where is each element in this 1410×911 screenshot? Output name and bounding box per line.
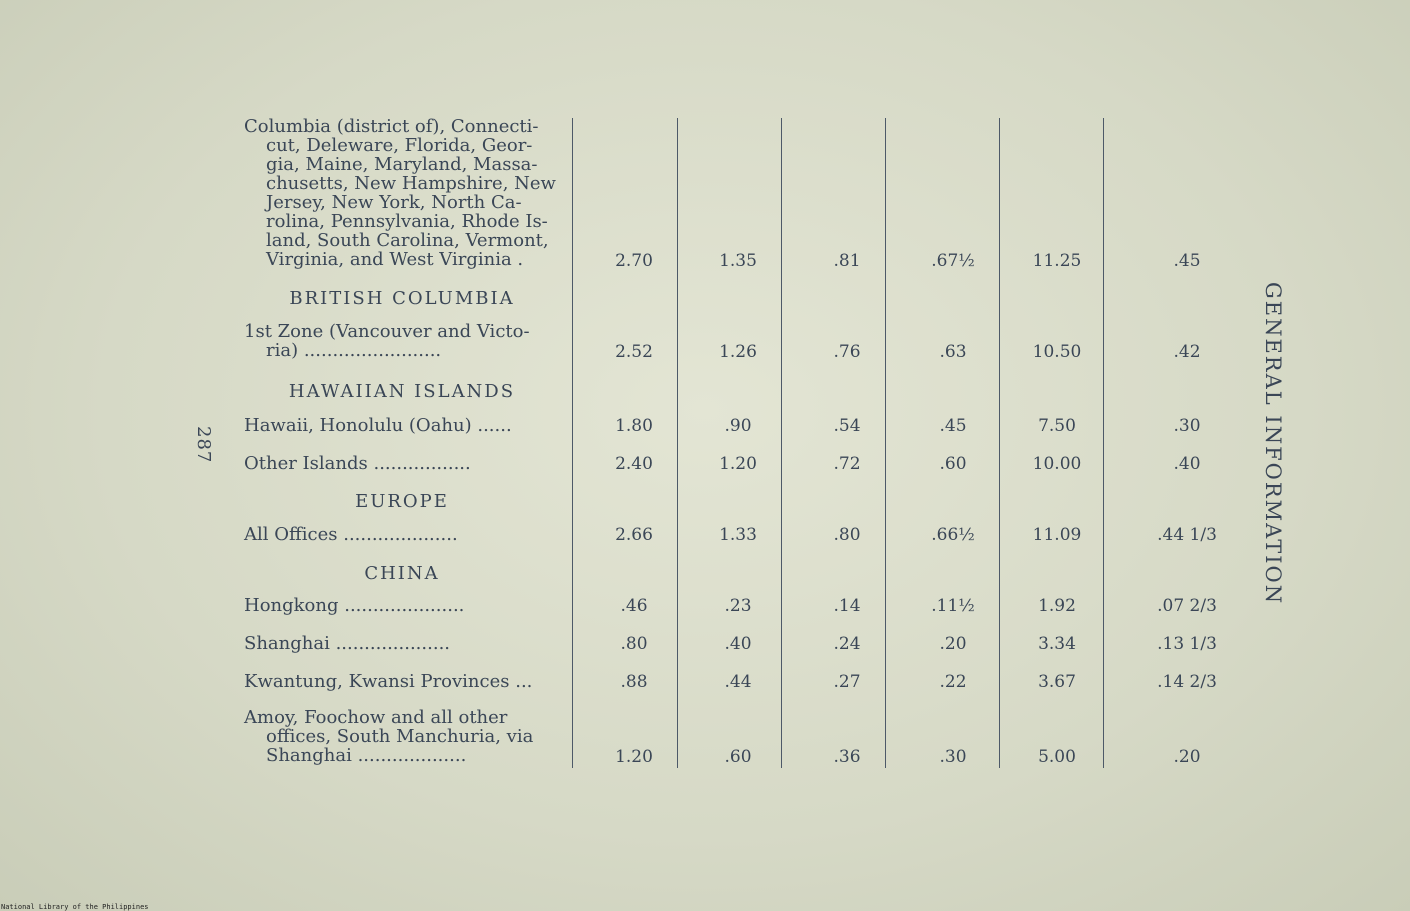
section-heading: HAWAIIAN ISLANDS <box>288 381 516 402</box>
column-rule <box>677 118 678 768</box>
rate-cell: .20 <box>1173 747 1201 767</box>
rate-cell: .14 2/3 <box>1157 672 1217 692</box>
rate-cell: .23 <box>724 596 752 616</box>
rate-cell: .13 1/3 <box>1157 634 1217 654</box>
rate-cell: .76 <box>833 342 861 362</box>
description-line: rolina, Pennsylvania, Rhode Is- <box>266 211 548 232</box>
description-line: All Offices .................... <box>244 524 458 545</box>
description-line: offices, South Manchuria, via <box>266 726 534 747</box>
rate-cell: 11.25 <box>1032 251 1082 271</box>
rate-cell: .88 <box>620 672 648 692</box>
rate-cell: 1.26 <box>719 342 757 362</box>
rate-cell: .44 <box>724 672 752 692</box>
description-line: ria) ........................ <box>266 340 442 361</box>
rate-cell: 1.35 <box>719 251 757 271</box>
rate-cell: .40 <box>1173 454 1201 474</box>
rate-cell: 3.34 <box>1038 634 1076 654</box>
description-line: gia, Maine, Maryland, Massa- <box>266 154 538 175</box>
description-line: Kwantung, Kwansi Provinces ... <box>244 671 533 692</box>
rate-cell: 5.00 <box>1038 747 1076 767</box>
footer-credit: National Library of the Philippines <box>1 903 149 911</box>
row-description <box>244 117 560 269</box>
rate-cell: .24 <box>833 634 861 654</box>
rate-cell: .42 <box>1173 342 1201 362</box>
description-line: 1st Zone (Vancouver and Victo- <box>244 321 530 342</box>
rate-cell: 11.09 <box>1032 525 1082 545</box>
description-line: Amoy, Foochow and all other <box>244 707 508 728</box>
rate-cell: .44 1/3 <box>1157 525 1217 545</box>
running-head: GENERAL INFORMATION <box>1261 282 1285 606</box>
rate-cell: .46 <box>620 596 648 616</box>
section-heading: CHINA <box>364 563 440 584</box>
rate-cell: .60 <box>724 747 752 767</box>
description-line: land, South Carolina, Vermont, <box>266 230 549 251</box>
row-description <box>244 672 560 691</box>
description-line: Hongkong ..................... <box>244 595 465 616</box>
rate-cell: 2.52 <box>615 342 653 362</box>
rate-cell: 1.33 <box>719 525 757 545</box>
rate-cell: 1.92 <box>1038 596 1076 616</box>
description-line: Hawaii, Honolulu (Oahu) ...... <box>244 415 512 436</box>
description-line: cut, Deleware, Florida, Geor- <box>266 135 533 156</box>
rate-cell: 2.66 <box>615 525 653 545</box>
rate-cell: .30 <box>939 747 967 767</box>
rate-cell: .54 <box>833 416 861 436</box>
rate-cell: .45 <box>939 416 967 436</box>
rate-cell: 10.00 <box>1032 454 1082 474</box>
row-description <box>244 525 560 544</box>
section-heading: EUROPE <box>355 491 449 512</box>
row-description <box>244 454 560 473</box>
description-line: Jersey, New York, North Ca- <box>266 192 522 213</box>
rate-cell: .90 <box>724 416 752 436</box>
rate-cell: .11½ <box>931 596 975 616</box>
rate-cell: 2.70 <box>615 251 653 271</box>
rate-cell: .81 <box>833 251 861 271</box>
rate-cell: .66½ <box>931 525 975 545</box>
description-line: Shanghai .................... <box>244 633 451 654</box>
row-description <box>244 596 560 615</box>
description-line: Columbia (district of), Connecti- <box>244 116 539 137</box>
rate-cell: .07 2/3 <box>1157 596 1217 616</box>
rate-cell: .80 <box>620 634 648 654</box>
row-description <box>244 708 560 765</box>
rate-cell: .20 <box>939 634 967 654</box>
column-rule <box>572 118 573 768</box>
description-line: chusetts, New Hampshire, New <box>266 173 556 194</box>
rate-cell: .80 <box>833 525 861 545</box>
description-line: Other Islands ................. <box>244 453 471 474</box>
rate-cell: 2.40 <box>615 454 653 474</box>
column-rule <box>999 118 1000 768</box>
rate-cell: 1.80 <box>615 416 653 436</box>
rate-cell: .63 <box>939 342 967 362</box>
rate-cell: .30 <box>1173 416 1201 436</box>
column-rule <box>781 118 782 768</box>
rate-cell: 1.20 <box>615 747 653 767</box>
row-description <box>244 634 560 653</box>
rate-cell: 3.67 <box>1038 672 1076 692</box>
rate-cell: .40 <box>724 634 752 654</box>
section-heading: BRITISH COLUMBIA <box>289 288 515 309</box>
rate-cell: .45 <box>1173 251 1201 271</box>
description-line: Virginia, and West Virginia . <box>266 249 524 270</box>
rate-cell: .67½ <box>931 251 975 271</box>
rate-cell: .22 <box>939 672 967 692</box>
row-description <box>244 416 560 435</box>
rate-cell: .60 <box>939 454 967 474</box>
row-description <box>244 322 560 360</box>
rate-cell: .36 <box>833 747 861 767</box>
rate-cell: 10.50 <box>1032 342 1082 362</box>
column-rule <box>885 118 886 768</box>
column-rule <box>1103 118 1104 768</box>
rate-cell: .27 <box>833 672 861 692</box>
description-line: Shanghai ................... <box>266 745 467 766</box>
page-number: 287 <box>193 426 214 464</box>
rate-cell: .14 <box>833 596 861 616</box>
rate-cell: 1.20 <box>719 454 757 474</box>
rate-cell: 7.50 <box>1038 416 1076 436</box>
rate-cell: .72 <box>833 454 861 474</box>
